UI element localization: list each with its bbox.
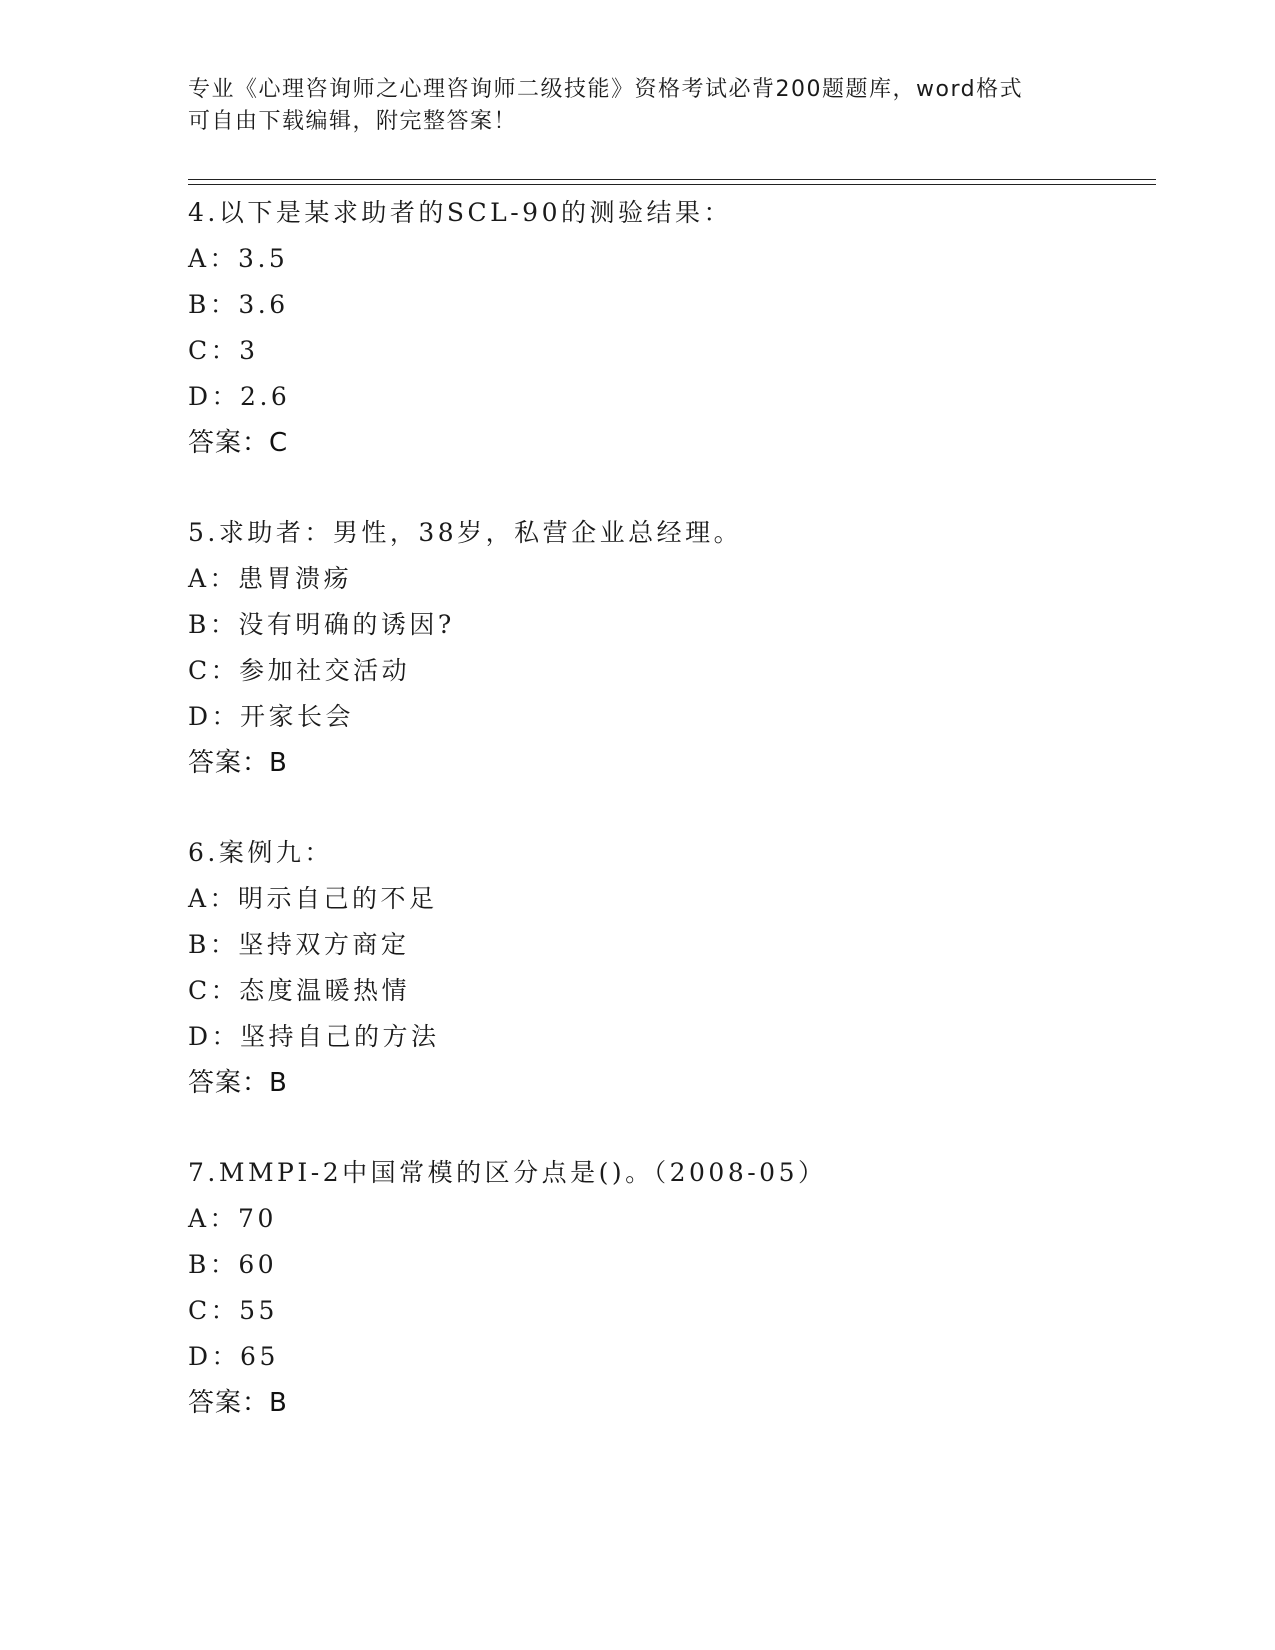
answer-key: 答案：B bbox=[188, 748, 288, 778]
answer-key: 答案：C bbox=[188, 428, 289, 458]
option-b: B：60 bbox=[188, 1250, 278, 1279]
option-a: A：明示自己的不足 bbox=[188, 884, 438, 913]
option-a: A：70 bbox=[188, 1204, 277, 1233]
option-b: B：3.6 bbox=[188, 290, 289, 319]
option-c: C：55 bbox=[188, 1296, 278, 1325]
option-c: C：态度温暖热情 bbox=[188, 976, 411, 1005]
question-6 bbox=[188, 830, 440, 1106]
option-b: B：坚持双方商定 bbox=[188, 930, 410, 959]
question-stem: 4.以下是某求助者的SCL-90的测验结果： bbox=[188, 198, 732, 227]
answer-key: 答案：B bbox=[188, 1068, 288, 1098]
question-stem: 6.案例九： bbox=[188, 838, 333, 867]
option-d: D：开家长会 bbox=[188, 702, 355, 731]
question-5 bbox=[188, 510, 742, 786]
question-stem: 7.MMPI-2中国常模的区分点是()。（2008-05） bbox=[188, 1158, 827, 1187]
header-line-2: 可自由下载编辑，附完整答案！ bbox=[188, 109, 518, 134]
option-c: C：3 bbox=[188, 336, 259, 365]
option-d: D：65 bbox=[188, 1342, 279, 1371]
answer-key: 答案：B bbox=[188, 1388, 288, 1418]
header-line-1: 专业《心理咨询师之心理咨询师二级技能》资格考试必背200题题库，word格式 bbox=[188, 77, 1024, 102]
option-d: D：坚持自己的方法 bbox=[188, 1022, 440, 1051]
question-4 bbox=[188, 190, 732, 466]
document-header bbox=[188, 74, 1088, 138]
question-stem: 5.求助者：男性，38岁，私营企业总经理。 bbox=[188, 518, 743, 547]
question-7 bbox=[188, 1150, 827, 1426]
header-divider-bottom bbox=[188, 184, 1156, 185]
option-b: B：没有明确的诱因? bbox=[188, 610, 455, 639]
option-a: A：患胃溃疡 bbox=[188, 564, 353, 593]
option-d: D：2.6 bbox=[188, 382, 291, 411]
header-divider-top bbox=[188, 179, 1156, 180]
option-c: C：参加社交活动 bbox=[188, 656, 411, 685]
option-a: A：3.5 bbox=[188, 244, 289, 273]
